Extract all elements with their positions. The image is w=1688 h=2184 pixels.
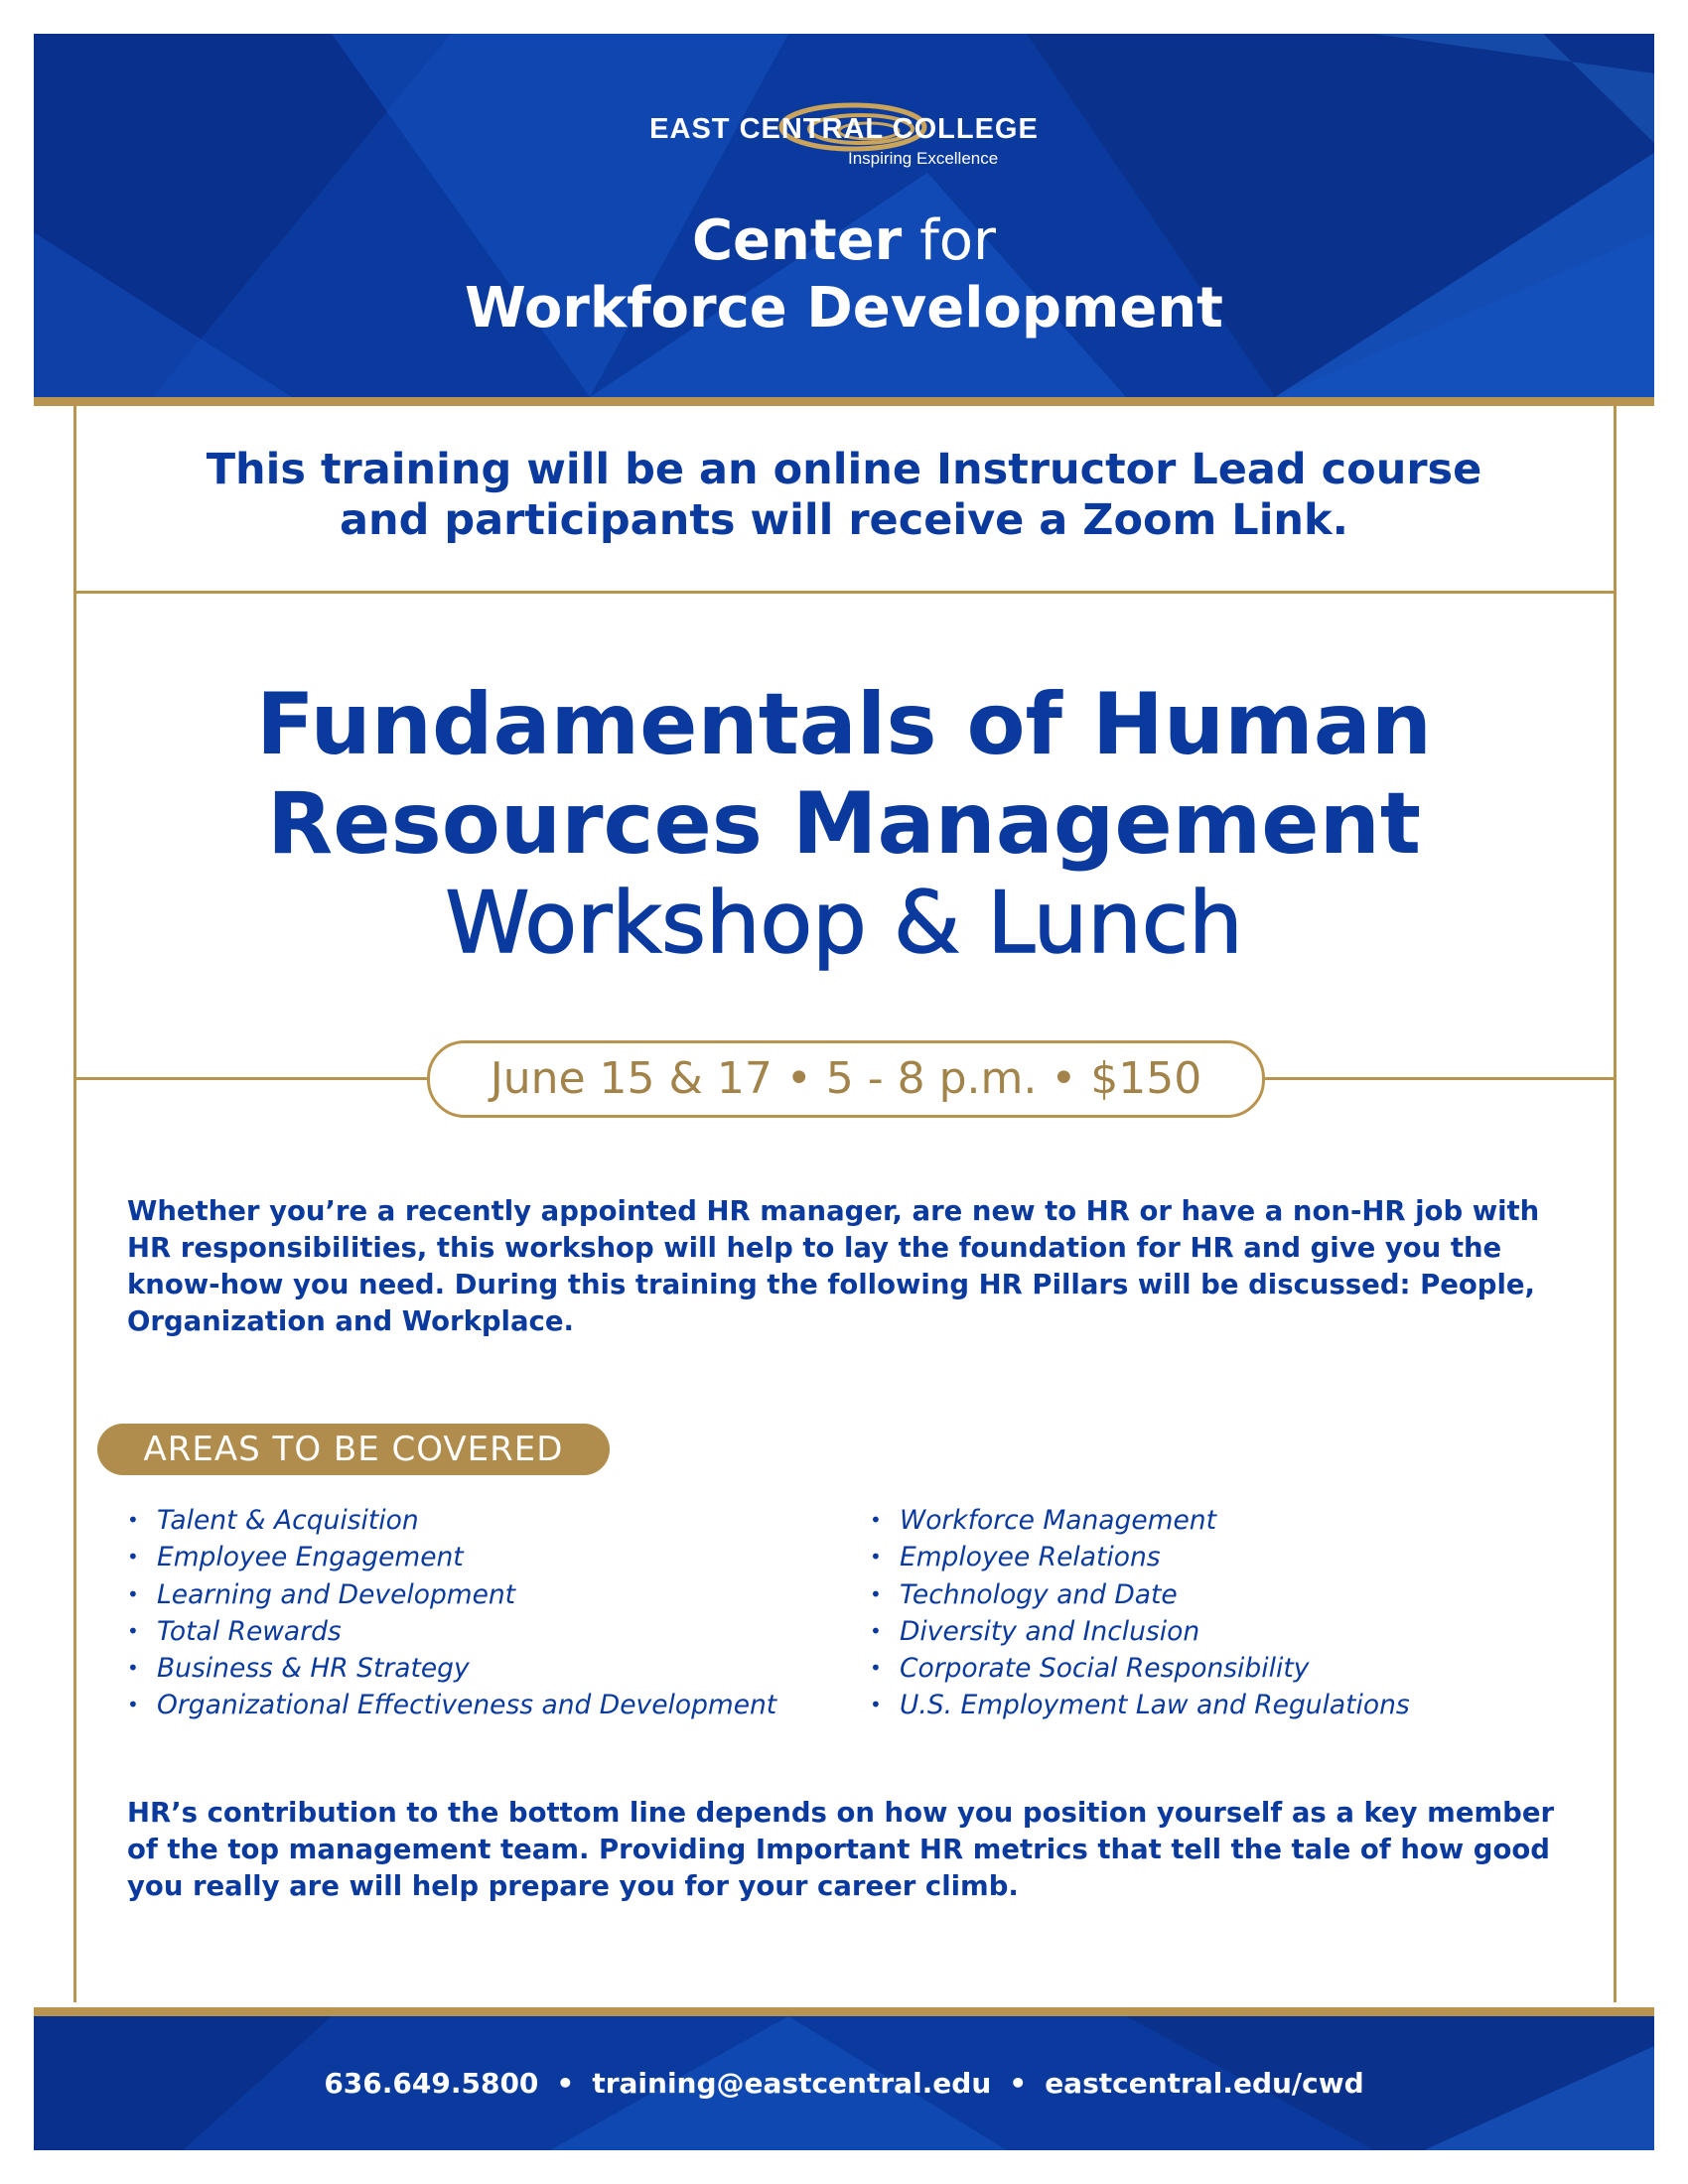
list-item: • U.S. Employment Law and Regulations: [870, 1687, 1410, 1723]
college-logo: [34, 113, 1654, 168]
event-title-line-1: Fundamentals of Human: [256, 675, 1432, 774]
header-banner: [34, 34, 1654, 397]
footer-contact-line: [34, 2016, 1654, 2150]
list-item: • Diversity and Inclusion: [870, 1613, 1410, 1650]
list-item: • Total Rewards: [127, 1613, 776, 1650]
areas-list-left: [127, 1502, 776, 1724]
list-item: • Workforce Management: [870, 1502, 1410, 1539]
footer-website-link[interactable]: eastcentral.edu/cwd: [1045, 2067, 1364, 2100]
footer-phone[interactable]: 636.649.5800: [324, 2067, 539, 2100]
footer-gold-bar: [34, 2007, 1654, 2016]
areas-heading-badge: AREAS TO BE COVERED: [97, 1424, 610, 1475]
event-title-line-3: Workshop & Lunch: [445, 874, 1243, 973]
header-gold-bar: [34, 397, 1654, 406]
center-word: Center: [691, 208, 903, 273]
event-title: [79, 675, 1609, 973]
event-details-pill: June 15 & 17 • 5 - 8 p.m. • $150: [427, 1040, 1265, 1118]
list-item: • Talent & Acquisition: [127, 1502, 776, 1539]
for-word: for: [919, 208, 997, 273]
footer-separator: •: [556, 2067, 575, 2100]
center-title-line1: [34, 208, 1654, 274]
college-tagline: Inspiring Excellence: [848, 149, 999, 168]
online-notice: [79, 445, 1609, 546]
list-item: • Learning and Development: [127, 1576, 776, 1613]
footer-banner: [34, 2016, 1654, 2150]
college-name: EAST CENTRAL COLLEGE: [649, 113, 1039, 145]
list-item: • Organizational Effectiveness and Development: [127, 1687, 776, 1723]
list-item: • Corporate Social Responsibility: [870, 1650, 1410, 1687]
notice-divider: [73, 591, 1617, 594]
footer-separator: •: [1009, 2067, 1028, 2100]
notice-line-2: and participants will receive a Zoom Link.: [340, 495, 1348, 545]
footer-email-link[interactable]: training@eastcentral.edu: [592, 2067, 992, 2100]
list-item: • Technology and Date: [870, 1576, 1410, 1613]
areas-list-right: [870, 1502, 1410, 1724]
closing-paragraph: HR’s contribution to the bottom line depends on how you position yourself as a key member of the top management team. Providing Important HR metrics that tell the tale of how good you really are will help prepare you for your career climb.: [127, 1797, 1555, 1902]
list-item: • Employee Relations: [870, 1539, 1410, 1575]
event-title-line-2: Resources Management: [267, 774, 1421, 874]
list-item: • Business & HR Strategy: [127, 1650, 776, 1687]
notice-line-1: This training will be an online Instructor Lead course: [206, 445, 1482, 494]
list-item: • Employee Engagement: [127, 1539, 776, 1575]
department-title: Workforce Development: [465, 276, 1223, 341]
intro-paragraph: Whether you’re a recently appointed HR manager, are new to HR or have a non-HR job with HR responsibilities, this workshop will help to lay the foundation for HR and give you the know-how you need. During this training the following HR Pillars will be discussed: People, Organization and Workplace.: [127, 1195, 1540, 1337]
